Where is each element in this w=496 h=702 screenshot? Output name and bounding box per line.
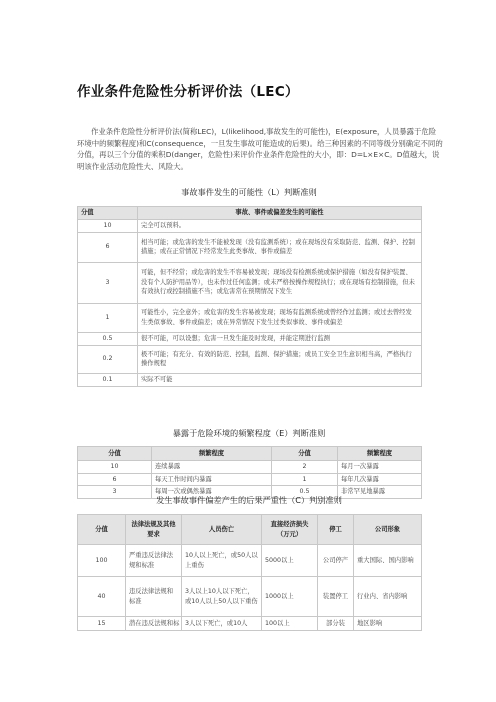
table-header-row <box>78 207 422 220</box>
score-cell: 15 <box>78 617 126 631</box>
frequency-cell: 每天工作时间内暴露 <box>152 473 272 486</box>
loss-cell: 5000以上 <box>262 545 318 577</box>
score-cell: 0.5 <box>272 486 338 499</box>
law-cell: 潜在违反法规和标 <box>126 617 182 631</box>
description-cell: 很不可能，可以设想；危害一旦发生能及时发现，并能定期进行监测 <box>138 332 422 345</box>
description-cell: 可能性小，完全意外；或危害的发生容易被发现；现场有监测系统或曾经作过监测；或过去曾经发生类似事故、事件或偏差；或在异常情况下发生过类似事故、事件或偏差 <box>138 303 422 332</box>
table-row <box>78 219 422 232</box>
table-row <box>78 473 422 486</box>
header-cell: 法律法规及其他要求 <box>126 515 182 545</box>
score-cell: 6 <box>78 232 138 262</box>
header-cell: 频繁程度 <box>152 447 272 461</box>
frequency-cell: 每月一次暴露 <box>338 461 422 474</box>
score-cell: 2 <box>272 461 338 474</box>
header-cell: 停工 <box>318 515 354 545</box>
image-cell: 重大国际、国内影响 <box>354 545 422 577</box>
table-c-caption: 发生事故事件偏差产生的后果严重性（C）判别准则 <box>156 495 342 505</box>
frequency-cell: 非常罕见地暴露 <box>338 486 422 499</box>
description-cell: 相当可能；或危害的发生不能被发现（没有监测系统）；或在现场没有采取防范、监测、保护、控制措施；或在正常情况下经常发生此类事故、事件或偏差 <box>138 232 422 262</box>
score-cell: 3 <box>78 486 152 499</box>
frequency-cell: 连续暴露 <box>152 461 272 474</box>
table-l-caption: 事故事件发生的可能性（L）判断准则 <box>181 187 317 197</box>
table-row <box>78 345 422 373</box>
header-cell: 分值 <box>78 447 152 461</box>
table-row <box>78 545 422 577</box>
casualty-cell: 3人以下死亡，或10人 <box>182 617 262 631</box>
shutdown-cell: 装置停工 <box>318 577 354 617</box>
casualty-cell: 3人以上10人以下死亡，或10人以上50人以下重伤 <box>182 577 262 617</box>
score-cell: 3 <box>78 262 138 303</box>
image-cell: 行业内、省内影响 <box>354 577 422 617</box>
table-e-caption: 暴露于危险环境的频繁程度（E）判断准则 <box>172 428 326 438</box>
intro-paragraph: 作业条件危险性分析评价法(简称LEC)，L(likelihood,事故发生的可能性)，E(exposure，人员暴露于危险环境中的频繁程度)和C(consequence，一旦发生事故可能造成的后果)。给三种因素的不同等级分别确定不同的分值，再以三个分值的乘积D(danger，危险性)来评价作业条件危险性的大小，即：D=L×E×C。D值越大，说明该作业活动危险性大、风险大。 <box>77 127 443 171</box>
document-title: 作业条件危险性分析评价法（LEC） <box>77 84 299 100</box>
table-header-row <box>78 515 422 545</box>
score-cell: 6 <box>78 473 152 486</box>
loss-cell: 1000以上 <box>262 577 318 617</box>
law-cell: 违反法律法规和标准 <box>126 577 182 617</box>
table-row <box>78 617 422 631</box>
consequence-table <box>77 514 422 631</box>
law-cell: 严重违反法律法规和标准 <box>126 545 182 577</box>
header-cell: 分值 <box>78 207 138 220</box>
likelihood-table <box>77 206 422 387</box>
header-cell: 直接经济损失（万元） <box>262 515 318 545</box>
casualty-cell: 10人以上死亡，或50人以上重伤 <box>182 545 262 577</box>
score-cell: 40 <box>78 577 126 617</box>
header-cell: 人员伤亡 <box>182 515 262 545</box>
score-cell: 0.5 <box>78 332 138 345</box>
image-cell: 地区影响 <box>354 617 422 631</box>
shutdown-cell: 公司停产 <box>318 545 354 577</box>
score-cell: 0.2 <box>78 345 138 373</box>
score-cell: 100 <box>78 545 126 577</box>
description-cell: 完全可以预料。 <box>138 219 422 232</box>
frequency-cell: 每年几次暴露 <box>338 473 422 486</box>
score-cell: 10 <box>78 461 152 474</box>
description-cell: 极不可能；有充分、有效的防范、控制，监测、保护措施；或员工安全卫生意识相当高，严格执行操作规程 <box>138 345 422 373</box>
header-cell: 公司形象 <box>354 515 422 545</box>
header-cell: 事故、事件或偏差发生的可能性 <box>138 207 422 220</box>
score-cell: 1 <box>78 303 138 332</box>
loss-cell: 100以上 <box>262 617 318 631</box>
header-cell: 分值 <box>272 447 338 461</box>
table-header-row <box>78 447 422 461</box>
frequency-cell: 每周一次或偶然暴露 <box>152 486 272 499</box>
table-row <box>78 232 422 262</box>
exposure-table <box>77 446 422 499</box>
table-row <box>78 577 422 617</box>
table-row <box>78 373 422 386</box>
score-cell: 1 <box>272 473 338 486</box>
table-row <box>78 303 422 332</box>
score-cell: 0.1 <box>78 373 138 386</box>
score-cell: 10 <box>78 219 138 232</box>
header-cell: 频繁程度 <box>338 447 422 461</box>
table-row <box>78 461 422 474</box>
header-cell: 分值 <box>78 515 126 545</box>
table-row <box>78 262 422 303</box>
description-cell: 可能，但不经常；或危害的发生不容易被发现；现场没有检测系统或保护措施（如没有保护装置、没有个人防护用品等），也未作过任何监测；或未严格按操作规程执行；或在现场有控制措施，但未有效执行或控制措施不当；或危害常在预期情况下发生 <box>138 262 422 303</box>
table-row <box>78 332 422 345</box>
description-cell: 实际不可能 <box>138 373 422 386</box>
shutdown-cell: 部分装 <box>318 617 354 631</box>
